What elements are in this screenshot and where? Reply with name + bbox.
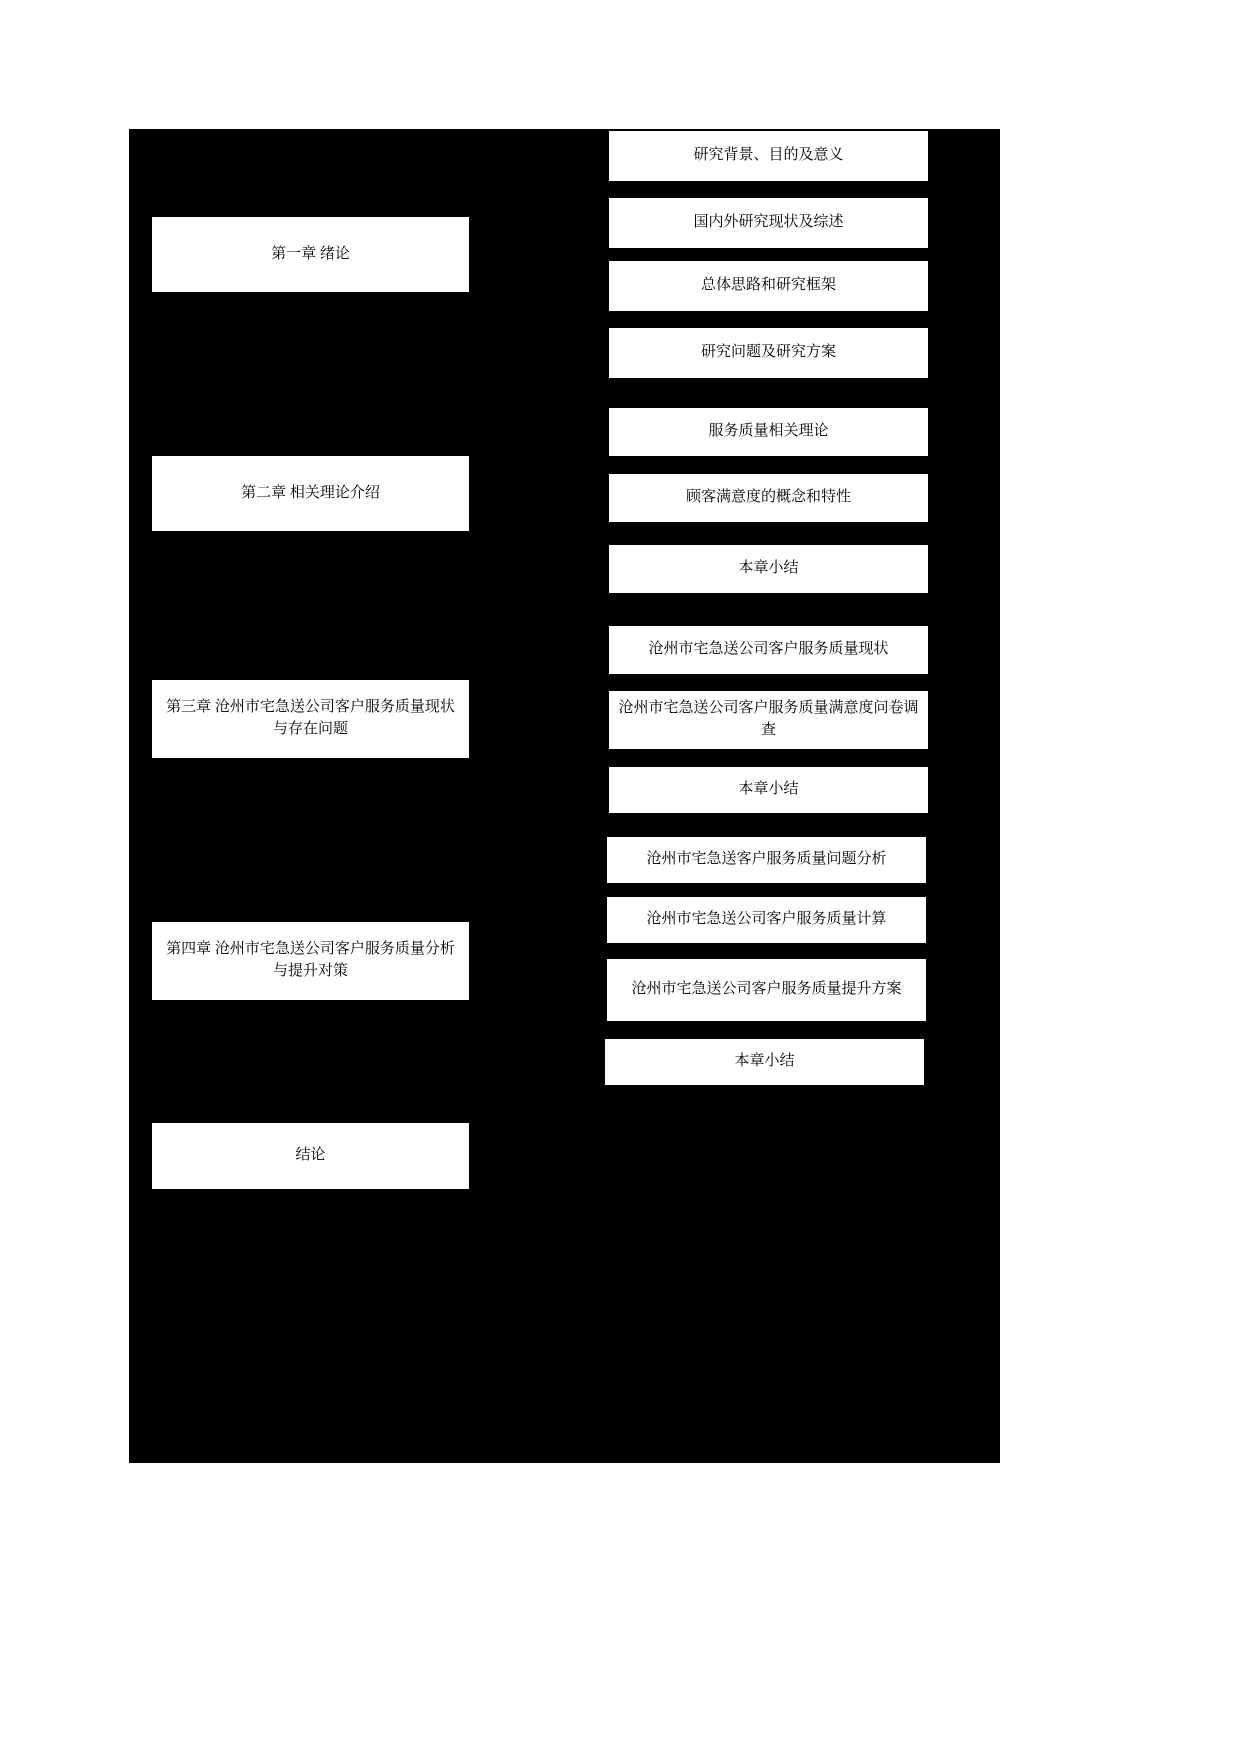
chapter-node-1-label: 第一章 绪论: [271, 245, 350, 262]
subnode-c1-3: [608, 260, 929, 312]
subnode-c1-1: [608, 130, 929, 182]
subnode-c4-3-label: 沧州市宅急送公司客户服务质量提升方案: [631, 981, 902, 998]
subnode-c3-2-label: 沧州市宅急送公司客户服务质量满意度问卷调查: [618, 700, 919, 738]
subnode-c3-1-label: 沧州市宅急送公司客户服务质量现状: [648, 641, 889, 658]
subnode-c1-1-label: 研究背景、目的及意义: [693, 147, 844, 164]
subnode-c2-3: [608, 544, 929, 594]
subnode-c3-1: [608, 625, 929, 675]
subnode-c2-2-label: 顾客满意度的概念和特性: [685, 489, 851, 506]
conclusion-node-label: 结论: [295, 1147, 326, 1164]
subnode-c3-2: [608, 690, 929, 750]
subnode-c1-3-label: 总体思路和研究框架: [700, 277, 836, 294]
chapter-node-2-label: 第二章 相关理论介绍: [241, 484, 380, 501]
subnode-c2-1: [608, 407, 929, 457]
chapter-node-3: [151, 679, 470, 759]
chapter-node-1: [151, 216, 470, 293]
subnode-c1-2: [608, 197, 929, 249]
conclusion-node: [151, 1122, 470, 1190]
subnode-c4-1-label: 沧州市宅急送客户服务质量问题分析: [646, 851, 887, 868]
subnode-c3-3-label: 本章小结: [738, 781, 799, 798]
subnode-c4-3: [606, 958, 927, 1022]
chapter-node-2: [151, 455, 470, 532]
subnode-c3-3: [608, 766, 929, 814]
subnode-c4-1: [606, 836, 927, 884]
subnode-c4-2-label: 沧州市宅急送公司客户服务质量计算: [646, 911, 887, 928]
chapter-node-4-label: 第四章 沧州市宅急送公司客户服务质量分析与提升对策: [166, 941, 455, 979]
subnode-c2-1-label: 服务质量相关理论: [708, 423, 829, 440]
subnode-c1-4: [608, 327, 929, 379]
subnode-c1-2-label: 国内外研究现状及综述: [693, 214, 844, 231]
subnode-c4-4-label: 本章小结: [734, 1053, 795, 1070]
subnode-c2-2: [608, 473, 929, 523]
chapter-node-4: [151, 921, 470, 1001]
subnode-c2-3-label: 本章小结: [738, 560, 799, 577]
subnode-c1-4-label: 研究问题及研究方案: [700, 344, 836, 361]
chapter-node-3-label: 第三章 沧州市宅急送公司客户服务质量现状与存在问题: [166, 699, 455, 737]
subnode-c4-4: [604, 1038, 925, 1086]
subnode-c4-2: [606, 896, 927, 944]
